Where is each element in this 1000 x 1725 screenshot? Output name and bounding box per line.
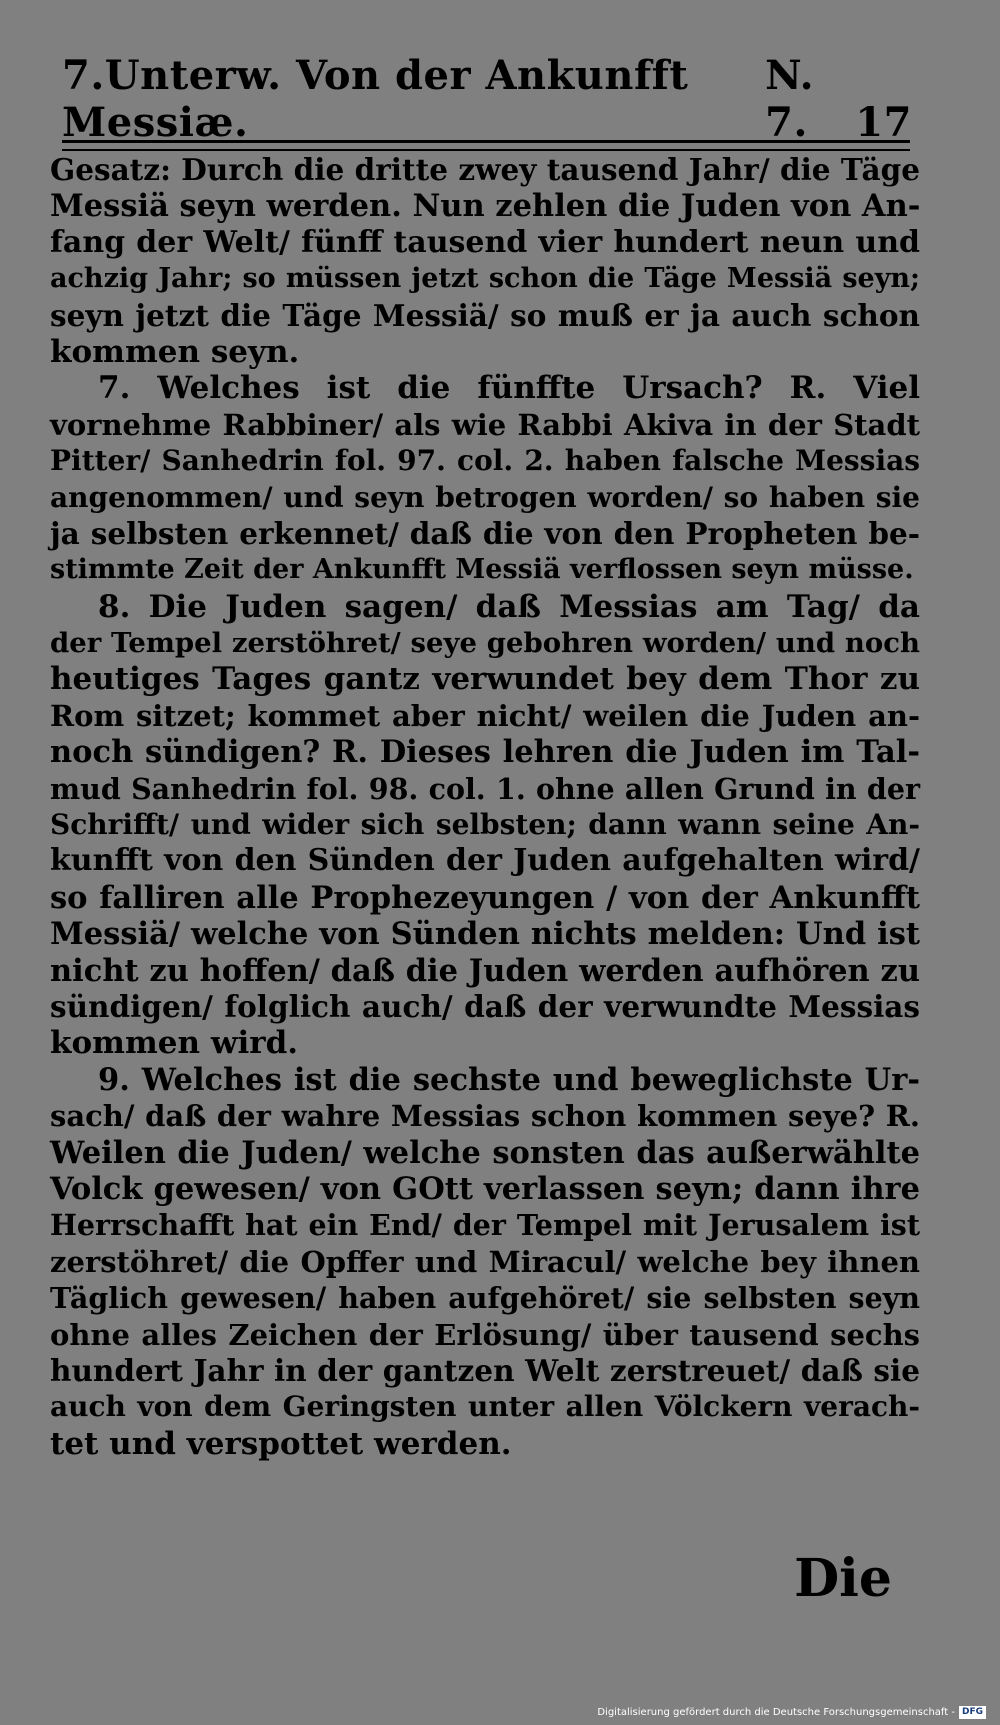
text-line: so falliren alle Prophezeyungen / von der Ankunfft bbox=[50, 879, 920, 916]
text-line: seyn jetzt die Täge Messiä/ so muß er ja auch schon bbox=[50, 297, 920, 333]
text-line: heutiges Tages gantz verwundet bey dem Thor zu bbox=[50, 661, 920, 698]
text-line: Volck gewesen/ von GOtt verlassen seyn; dann ihre bbox=[50, 1170, 920, 1207]
catchword: Die bbox=[794, 1548, 892, 1609]
text-line: auch von dem Geringsten unter allen Völckern verach- bbox=[50, 1390, 920, 1424]
text-line: kommen wird. bbox=[50, 1025, 299, 1062]
text-line: achzig Jahr; so müssen jetzt schon die Täge Messiä seyn; bbox=[50, 263, 920, 295]
body-text bbox=[50, 152, 920, 1462]
running-title: 7.Unterw. Von der Ankunfft Messiæ. bbox=[62, 52, 689, 146]
header-rule bbox=[62, 140, 910, 151]
text-line: Gesatz: Durch die dritte zwey tausend Jahr/ die Täge bbox=[50, 152, 920, 187]
text-line: sach/ daß der wahre Messias schon kommen seye? R. bbox=[50, 1099, 920, 1134]
text-line: Messiä seyn werden. Nun zehlen die Juden von An- bbox=[50, 188, 921, 225]
text-line: sündigen/ folglich auch/ daß der verwundte Messias bbox=[50, 988, 920, 1024]
text-line: Rom sitzet; kommet aber nicht/ weilen die Juden an- bbox=[50, 698, 920, 733]
dfg-logo-icon: DFG bbox=[959, 1706, 986, 1719]
text-line: fang der Welt/ fünff tausend vier hundert neun und bbox=[50, 224, 920, 260]
text-line: ohne alles Zeichen der Erlösung/ über tausend sechs bbox=[50, 1317, 920, 1352]
text-line: 7. Welches ist die fünffte Ursach? R. Viel bbox=[98, 370, 920, 407]
text-line: kunfft von den Sünden der Juden aufgehalten wird/ bbox=[50, 843, 920, 879]
text-line: angenommen/ und seyn betrogen worden/ so haben sie bbox=[50, 480, 920, 514]
text-line: mud Sanhedrin fol. 98. col. 1. ohne allen Grund in der bbox=[50, 771, 920, 806]
text-line: zerstöhret/ die Opffer und Miracul/ welche bey ihnen bbox=[50, 1244, 920, 1279]
text-line: Schrifft/ und wider sich selbsten; dann wann seine An- bbox=[50, 808, 920, 842]
text-line: Herrschafft hat ein End/ der Tempel mit Jerusalem ist bbox=[50, 1208, 920, 1243]
text-line: nicht zu hoffen/ daß die Juden werden aufhören zu bbox=[50, 952, 920, 989]
text-line: vornehme Rabbiner/ als wie Rabbi Akiva in der Stadt bbox=[50, 407, 920, 442]
credit-text: Digitalisierung gefördert durch die Deutsche Forschungsgemeinschaft - bbox=[597, 1707, 955, 1718]
page-number: 17 bbox=[855, 99, 912, 146]
text-line: 8. Die Juden sagen/ daß Messias am Tag/ da bbox=[98, 588, 920, 625]
text-line: tet und verspottet werden. bbox=[50, 1425, 512, 1462]
text-line: kommen seyn. bbox=[50, 333, 300, 370]
text-line: ja selbsten erkennet/ daß die von den Propheten be- bbox=[50, 515, 920, 551]
text-line: Messiä/ welche von Sünden nichts melden: Und ist bbox=[50, 916, 920, 953]
text-line: 9. Welches ist die sechste und beweglichste Ur- bbox=[98, 1061, 920, 1098]
text-line: noch sündigen? R. Dieses lehren die Juden im Tal- bbox=[50, 734, 920, 771]
text-line: Weilen die Juden/ welche sonsten das außerwählte bbox=[50, 1134, 920, 1171]
text-line: stimmte Zeit der Ankunfft Messiä verflossen seyn müsse. bbox=[50, 554, 914, 586]
text-line: hundert Jahr in der gantzen Welt zerstreuet/ daß sie bbox=[50, 1352, 920, 1388]
text-line: der Tempel zerstöhret/ seye gebohren worden/ und noch bbox=[50, 627, 920, 660]
text-line: Pitter/ Sanhedrin fol. 97. col. 2. haben falsche Messias bbox=[50, 444, 920, 478]
running-header bbox=[62, 52, 912, 146]
digitization-credit bbox=[597, 1706, 986, 1719]
text-line: Täglich gewesen/ haben aufgehöret/ sie selbsten seyn bbox=[50, 1281, 920, 1316]
section-number: N. 7. bbox=[765, 52, 815, 146]
